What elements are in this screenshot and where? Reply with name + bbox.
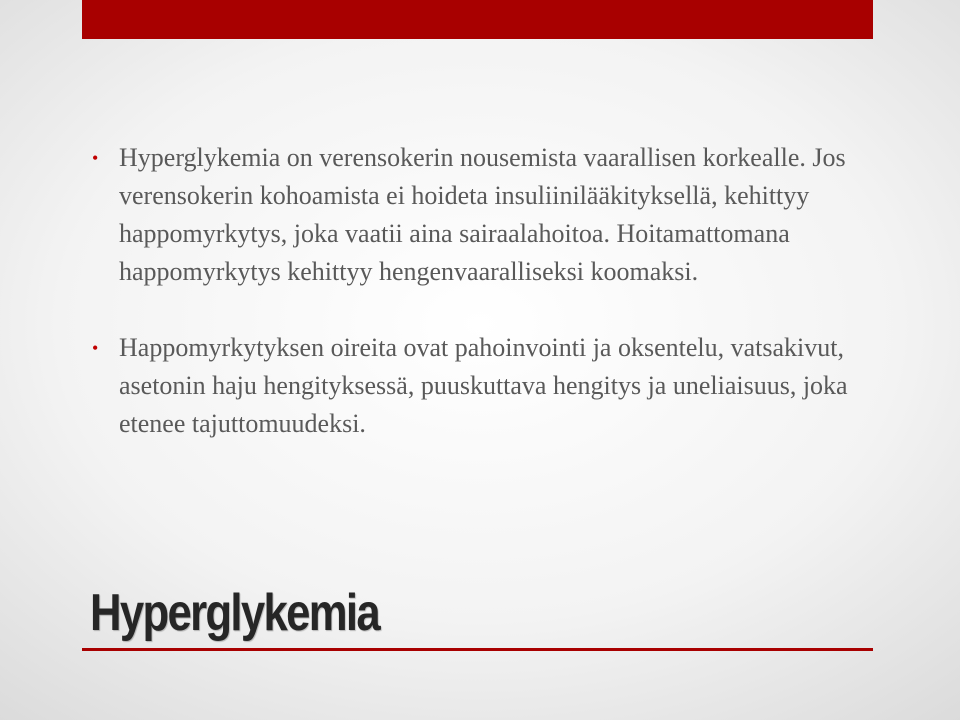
title-underline [82,648,873,651]
top-accent-bar [82,0,873,39]
slide-body [92,139,882,481]
bullet-item: • Happomyrkytyksen oireita ovat pahoinvointi ja oksentelu, vatsakivut, asetonin haju hengityksessä, puuskuttava hengitys ja uneliaisuus, joka etenee tajuttomuudeksi. [92,329,882,443]
slide-title: Hyperglykemia [90,584,379,642]
bullet-item: • Hyperglykemia on verensokerin nousemista vaarallisen korkealle. Jos verensokerin kohoamista ei hoideta insuliinilääkityksellä, kehittyy happomyrkytys, joka vaatii aina sairaalahoitoa. Hoitamattomana happomyrkytys kehittyy hengenvaaralliseksi koomaksi. [92,139,882,291]
